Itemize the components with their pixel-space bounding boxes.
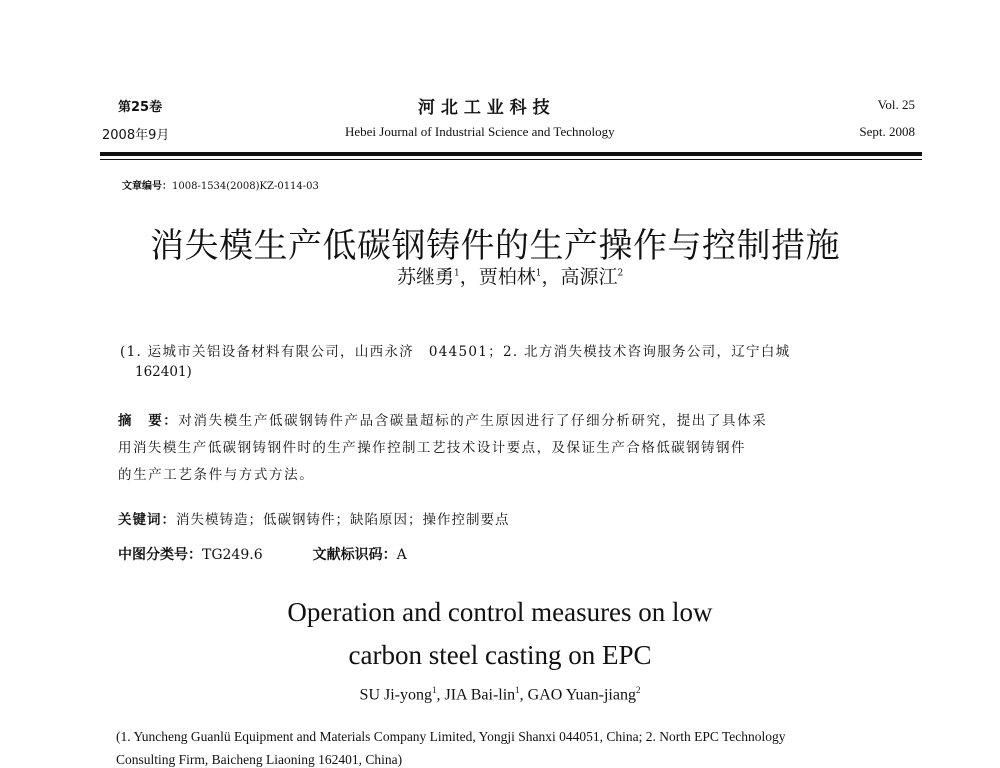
document-code-value: A (396, 547, 407, 563)
author: ，贾柏林 (459, 266, 536, 288)
classification (118, 544, 407, 564)
title-en-line-1: Operation and control measures on low (287, 597, 713, 627)
article-number-label: 文章编号： (122, 181, 172, 192)
journal-title-cn: 河 北 工 业 科 技 (418, 98, 550, 118)
date-cn: 2008年9月 (102, 128, 170, 143)
author-sup: 2 (617, 268, 624, 279)
author: 苏继勇 (397, 266, 455, 288)
author-sup: 1 (515, 685, 520, 695)
author-sup: 1 (535, 268, 542, 279)
abstract-line-1 (118, 409, 767, 429)
author: , GAO Yuan-jiang (519, 686, 636, 704)
author-sup: 2 (635, 685, 641, 695)
header-rule-thick (100, 152, 922, 156)
affiliation-en-line-2: Consulting Firm, Baicheng Liaoning 162401, China) (116, 752, 403, 767)
author: SU Ji-yong (359, 686, 432, 704)
abstract-text: 对消失模生产低碳钢铸件产品含碳量超标的产生原因进行了仔细分析研究，提出了具体采 (178, 413, 768, 429)
title-cn: 消失模生产低碳钢铸件的生产操作与控制措施 (150, 226, 840, 266)
volume-en: Vol. 25 (877, 97, 915, 112)
abstract-line-3: 的生产工艺条件与方式方法。 (118, 467, 315, 483)
article-number (122, 177, 319, 192)
author: ，高源江 (541, 266, 618, 288)
authors-cn (397, 262, 623, 289)
authors-en (0, 685, 1000, 704)
classification-label: 中图分类号： (118, 547, 202, 563)
abstract-line-2: 用消失模生产低碳钢铸钢件时的生产操作控制工艺技术设计要点，及保证生产合格低碳钢铸钢件 (118, 440, 746, 456)
journal-title-en: Hebei Journal of Industrial Science and Technology (345, 124, 615, 139)
keywords-text: 消失模铸造；低碳钢铸件；缺陷原因；操作控制要点 (176, 512, 510, 528)
date-en: Sept. 2008 (859, 124, 915, 139)
author: , JIA Bai-lin (436, 686, 516, 704)
affiliation-en-line-1: (1. Yuncheng Guanlü Equipment and Materials Company Limited, Yongji Shanxi 044051, China; 2. North EPC Technology (116, 729, 786, 744)
volume-cn: 第25卷 (118, 100, 163, 115)
author-sup: 1 (454, 268, 460, 279)
title-en-line-2: carbon steel casting on EPC (348, 640, 652, 670)
header-rule-thin (100, 159, 922, 160)
author-sup: 1 (432, 685, 437, 695)
affiliation-cn-line-2: 162401) (135, 364, 192, 380)
affiliation-cn-line-1: (1. 运城市关铝设备材料有限公司，山西永济 044501；2. 北方消失模技术咨询服务公司，辽宁白城 (120, 344, 791, 360)
abstract-label: 摘 要： (118, 413, 179, 429)
keywords-label: 关键词： (118, 512, 176, 528)
article-number-value: 1008-1534(2008)KZ-0114-03 (172, 181, 319, 192)
classification-value: TG249.6 (202, 547, 263, 563)
keywords (118, 508, 510, 528)
document-code-label: 文献标识码： (312, 547, 397, 563)
